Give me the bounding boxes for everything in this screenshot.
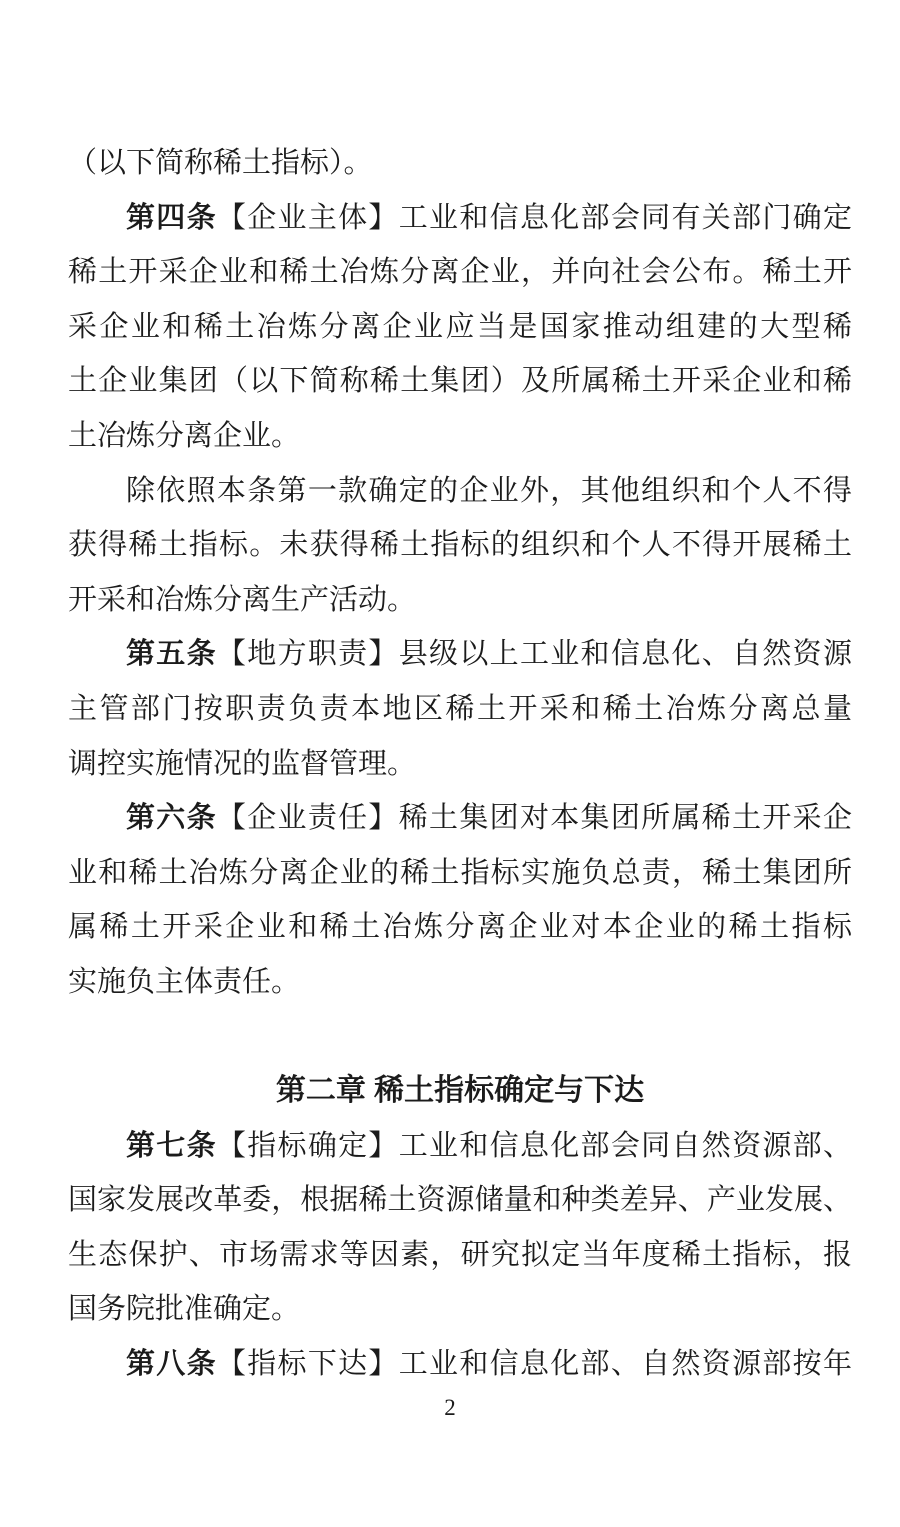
text-segment: 采企业和稀土冶炼分离企业应当是国家推动组建的大型稀 xyxy=(68,310,852,343)
text-line xyxy=(68,245,852,300)
article-number: 第七条 xyxy=(126,1129,217,1162)
text-segment: 【企业责任】稀土集团对本集团所属稀土开采企 xyxy=(216,802,852,835)
text-line xyxy=(68,191,852,246)
text-line xyxy=(68,900,852,955)
text-segment: 实施负主体责任。 xyxy=(68,965,301,998)
text-line xyxy=(68,573,852,628)
text-line xyxy=(68,409,852,464)
text-segment: 主管部门按职责负责本地区稀土开采和稀土冶炼分离总量 xyxy=(68,692,852,725)
text-segment: 获得稀土指标。未获得稀土指标的组织和个人不得开展稀土 xyxy=(68,529,852,562)
text-segment: 【指标下达】工业和信息化部、自然资源部按年 xyxy=(216,1348,852,1381)
blank-line xyxy=(68,1010,852,1065)
document-body xyxy=(68,136,852,1392)
article-number: 第四条 xyxy=(126,201,217,234)
text-line xyxy=(68,1119,852,1174)
text-line xyxy=(68,1173,852,1228)
text-segment: 除依照本条第一款确定的企业外，其他组织和个人不得 xyxy=(126,474,852,507)
text-segment: 生态保护、市场需求等因素，研究拟定当年度稀土指标，报 xyxy=(68,1238,852,1271)
article-number: 第八条 xyxy=(126,1348,217,1381)
text-line xyxy=(68,682,852,737)
text-segment: 国务院批准确定。 xyxy=(68,1293,301,1326)
text-line xyxy=(68,846,852,901)
article-number: 第五条 xyxy=(126,638,217,671)
article-number: 第二章 稀土指标确定与下达 xyxy=(275,1074,645,1108)
text-line xyxy=(68,136,852,191)
text-line xyxy=(68,627,852,682)
text-line xyxy=(68,1282,852,1337)
text-segment: 国家发展改革委，根据稀土资源储量和种类差异、产业发展、 xyxy=(68,1184,852,1217)
text-segment: 土冶炼分离企业。 xyxy=(68,419,301,452)
chapter-heading xyxy=(68,1064,852,1119)
text-line xyxy=(68,464,852,519)
text-segment: 【指标确定】工业和信息化部会同自然资源部、 xyxy=(216,1129,852,1162)
text-segment: 稀土开采企业和稀土冶炼分离企业，并向社会公布。稀土开 xyxy=(68,256,852,289)
text-segment: 【企业主体】工业和信息化部会同有关部门确定 xyxy=(216,201,852,234)
text-line xyxy=(68,737,852,792)
text-line xyxy=(68,1228,852,1283)
text-line xyxy=(68,518,852,573)
text-segment: 开采和冶炼分离生产活动。 xyxy=(68,583,417,616)
text-segment: 【地方职责】县级以上工业和信息化、自然资源 xyxy=(216,638,852,671)
text-line xyxy=(68,300,852,355)
text-line xyxy=(68,791,852,846)
text-segment: 属稀土开采企业和稀土冶炼分离企业对本企业的稀土指标 xyxy=(68,911,852,944)
text-segment: （以下简称稀土指标）。 xyxy=(68,147,373,179)
page-number: 2 xyxy=(444,1395,456,1420)
text-segment: 土企业集团（以下简称稀土集团）及所属稀土开采企业和稀 xyxy=(68,365,852,398)
text-line xyxy=(68,955,852,1010)
article-number: 第六条 xyxy=(126,802,217,835)
text-segment: 业和稀土冶炼分离企业的稀土指标实施负总责，稀土集团所 xyxy=(68,856,852,889)
text-line xyxy=(68,1337,852,1392)
text-line xyxy=(68,354,852,409)
text-segment: 调控实施情况的监督管理。 xyxy=(68,747,417,780)
